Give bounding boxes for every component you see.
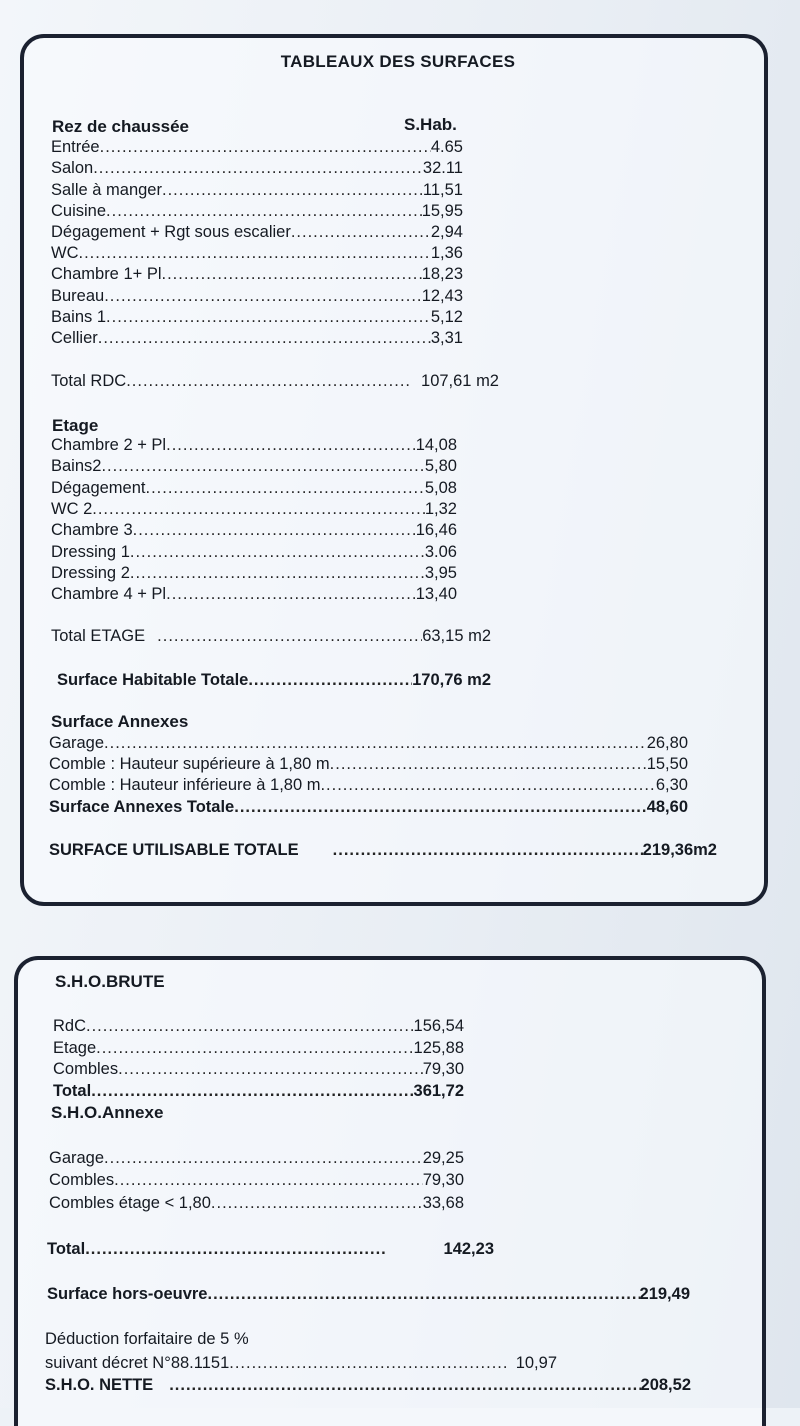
leader-dots	[118, 1059, 423, 1079]
row-label: Dégagement + Rgt sous escalier	[51, 223, 291, 241]
surfaces-title: TABLEAUX DES SURFACES	[280, 52, 516, 71]
etage-heading: Etage	[52, 416, 99, 435]
leader-dots	[100, 137, 431, 157]
leader-dots	[157, 626, 422, 646]
row-value: 10,97	[515, 1354, 557, 1372]
leader-dots	[333, 840, 643, 860]
rdc-row-cuisine	[51, 201, 463, 221]
rdc-row-degagement	[51, 222, 463, 242]
sho-annexe-heading: S.H.O.Annexe	[51, 1103, 164, 1122]
row-label: Comble : Hauteur supérieure à 1,80 m	[49, 755, 330, 773]
leader-dots	[79, 243, 431, 263]
leader-dots	[162, 180, 423, 200]
row-value: 1,36	[430, 244, 463, 262]
row-label: Combles	[49, 1171, 115, 1189]
row-label: WC	[51, 244, 79, 262]
row-label: Combles étage < 1,80	[49, 1194, 211, 1212]
sho-annexe-row-combles-etage	[49, 1193, 464, 1213]
row-value: 219,49	[639, 1285, 690, 1303]
row-label: Déduction forfaitaire de 5 %	[45, 1330, 249, 1348]
etage-row-chambre-4	[51, 584, 457, 604]
row-label: Dressing 1	[51, 543, 130, 561]
leader-dots	[229, 1353, 507, 1373]
row-label: Chambre 2 + Pl	[51, 436, 167, 454]
leader-dots	[106, 201, 422, 221]
row-value: 18,23	[421, 265, 463, 283]
row-value: 3,95	[424, 564, 457, 582]
rdc-row-salle-a-manger	[51, 180, 463, 200]
row-value: 125,88	[413, 1039, 464, 1057]
leader-dots	[104, 733, 647, 753]
row-label: Salon	[51, 159, 94, 177]
row-label: Garage	[49, 1149, 105, 1167]
etage-row-degagement	[51, 478, 457, 498]
row-label: SURFACE UTILISABLE TOTALE	[49, 841, 299, 859]
row-value: 361,72	[413, 1082, 464, 1100]
sho-annexe-total-row	[47, 1239, 494, 1259]
rdc-row-bureau	[51, 286, 463, 306]
row-value: 15,50	[646, 755, 688, 773]
surface-hors-oeuvre-row	[47, 1284, 690, 1304]
leader-dots	[162, 264, 422, 284]
etage-row-chambre-2	[51, 435, 457, 455]
row-value: 5,08	[424, 479, 457, 497]
row-label: Salle à manger	[51, 181, 162, 199]
leader-dots	[96, 1038, 413, 1058]
row-label: Cuisine	[51, 202, 107, 220]
row-value: 48,60	[646, 798, 688, 816]
row-label: Combles	[53, 1060, 119, 1078]
row-value: 170,76 m2	[412, 671, 491, 689]
rdc-row-wc	[51, 243, 463, 263]
leader-dots	[85, 1239, 387, 1259]
leader-dots	[234, 797, 646, 817]
row-value: 4.65	[430, 138, 463, 156]
row-value: 29,25	[422, 1149, 464, 1167]
surface-annexes-totale-row	[49, 797, 688, 817]
row-value: 11,51	[422, 181, 463, 199]
annexes-heading: Surface Annexes	[51, 712, 189, 731]
rdc-row-cellier	[51, 328, 463, 348]
shab-column-header: S.Hab.	[404, 115, 457, 134]
row-label: Total RDC	[51, 372, 127, 390]
row-value: 79,30	[422, 1060, 464, 1078]
row-value: 6,30	[655, 776, 688, 794]
rdc-row-entree	[51, 137, 463, 157]
surface-habitable-totale-row	[57, 670, 491, 690]
row-value: 16,46	[415, 521, 457, 539]
etage-row-wc-2	[51, 499, 457, 519]
row-value: 32.11	[422, 159, 463, 177]
row-label: Entrée	[51, 138, 100, 156]
leader-dots	[169, 1375, 640, 1395]
total-etage-row	[51, 626, 491, 646]
row-label: Chambre 3	[51, 521, 133, 539]
row-value: 142,23	[443, 1240, 494, 1258]
leader-dots	[104, 286, 421, 306]
row-value: 3,31	[430, 329, 463, 347]
row-value: 5,80	[424, 457, 457, 475]
row-value: 26,80	[646, 734, 688, 752]
leader-dots	[91, 1081, 413, 1101]
etage-row-chambre-3	[51, 520, 457, 540]
sho-row-etage	[53, 1038, 464, 1058]
row-value: 156,54	[413, 1017, 464, 1035]
row-value: 15,95	[421, 202, 463, 220]
row-value: 63,15 m2	[422, 627, 491, 645]
leader-dots	[133, 520, 416, 540]
row-label: Dégagement	[51, 479, 146, 497]
leader-dots	[93, 158, 423, 178]
rdc-row-chambre-1	[51, 264, 463, 284]
row-label: Total	[53, 1082, 92, 1100]
row-value: 79,30	[422, 1171, 464, 1189]
rdc-row-bains-1	[51, 307, 463, 327]
leader-dots	[104, 1148, 423, 1168]
row-label: Surface Habitable Totale	[57, 671, 249, 689]
row-label: Total ETAGE	[51, 627, 146, 645]
etage-row-dressing-1	[51, 542, 457, 562]
leader-dots	[92, 499, 425, 519]
sho-brute-total-row	[53, 1081, 464, 1101]
row-label: Chambre 1+ Pl	[51, 265, 162, 283]
rdc-heading: Rez de chaussée	[52, 117, 190, 136]
row-value: 12,43	[421, 287, 463, 305]
annexe-row-comble-sup	[49, 754, 688, 774]
leader-dots	[98, 328, 431, 348]
row-label: Comble : Hauteur inférieure à 1,80 m	[49, 776, 321, 794]
leader-dots	[106, 307, 431, 327]
row-value: 13,40	[415, 585, 457, 603]
leader-dots	[126, 371, 411, 391]
leader-dots	[130, 542, 425, 562]
row-label: Bains 1	[51, 308, 107, 326]
total-rdc-row	[51, 371, 499, 391]
row-label: Surface hors-oeuvre	[47, 1285, 208, 1303]
leader-dots	[145, 478, 424, 498]
sho-annexe-row-garage	[49, 1148, 464, 1168]
row-label: Bains2	[51, 457, 102, 475]
row-value: 219,36m2	[642, 841, 717, 859]
row-value: 208,52	[640, 1376, 691, 1394]
leader-dots	[86, 1016, 414, 1036]
rdc-row-salon	[51, 158, 463, 178]
etage-row-dressing-2	[51, 563, 457, 583]
leader-dots	[291, 222, 431, 242]
annexe-row-comble-inf	[49, 775, 688, 795]
row-value: 3.06	[424, 543, 457, 561]
row-value: 33,68	[422, 1194, 464, 1212]
leader-dots	[166, 435, 416, 455]
row-label: Chambre 4 + Pl	[51, 585, 167, 603]
leader-dots	[211, 1193, 423, 1213]
sho-row-combles	[53, 1059, 464, 1079]
sho-nette-row	[45, 1375, 691, 1395]
leader-dots	[130, 563, 425, 583]
row-label: S.H.O. NETTE	[45, 1376, 154, 1394]
row-value: 1,32	[424, 500, 457, 518]
row-value: 107,61 m2	[421, 372, 499, 390]
annexe-row-garage	[49, 733, 688, 753]
row-label: RdC	[53, 1017, 87, 1035]
row-label: Etage	[53, 1039, 97, 1057]
sho-brute-heading: S.H.O.BRUTE	[55, 972, 165, 991]
leader-dots	[207, 1284, 639, 1304]
sho-row-rdc	[53, 1016, 464, 1036]
leader-dots	[101, 456, 424, 476]
deduction-row	[45, 1353, 557, 1373]
row-value: 5,12	[430, 308, 463, 326]
row-label: suivant décret N°88.1151	[45, 1354, 230, 1372]
leader-dots	[330, 754, 647, 774]
sho-annexe-row-combles	[49, 1170, 464, 1190]
leader-dots	[114, 1170, 423, 1190]
row-value: 14,08	[415, 436, 457, 454]
row-label: Bureau	[51, 287, 105, 305]
surface-utilisable-totale-row	[49, 840, 717, 860]
row-value: 2,94	[430, 223, 463, 241]
leader-dots	[248, 670, 412, 690]
row-label: Dressing 2	[51, 564, 130, 582]
row-label: Garage	[49, 734, 105, 752]
row-label: WC 2	[51, 500, 93, 518]
row-label: Cellier	[51, 329, 98, 347]
leader-dots	[320, 775, 655, 795]
etage-row-bains2	[51, 456, 457, 476]
row-label: Total	[47, 1240, 86, 1258]
deduction-line-1	[45, 1329, 249, 1349]
row-label: Surface Annexes Totale	[49, 798, 235, 816]
leader-dots	[166, 584, 416, 604]
